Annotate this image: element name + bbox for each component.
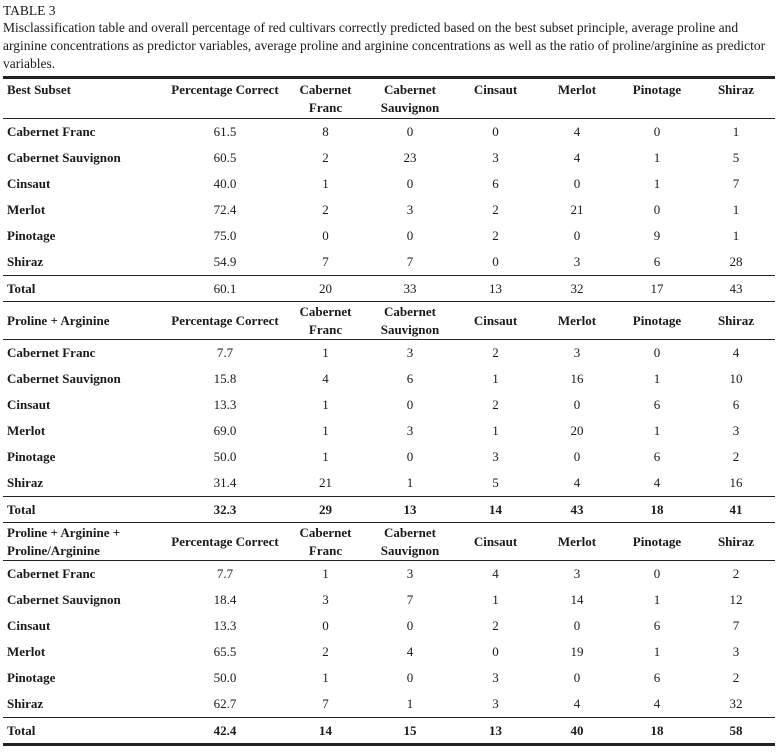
total-cell: 17 — [650, 280, 664, 296]
total-cell: 13 — [489, 722, 502, 738]
table-cell: 1 — [492, 371, 499, 386]
column-header: Percentage Correct — [171, 82, 279, 97]
table-cell: 3 — [406, 202, 414, 217]
table-row — [3, 145, 775, 171]
total-cell: 33 — [403, 280, 417, 296]
table-cell: 3 — [406, 566, 414, 581]
table-cell: 0 — [653, 202, 661, 217]
total-cell: 18 — [650, 722, 664, 738]
table-cell: 60.5 — [213, 150, 237, 165]
total-cell: 15 — [403, 722, 417, 738]
row-label: Cabernet Sauvignon — [7, 371, 121, 386]
total-row — [3, 276, 775, 302]
table-cell: 10 — [729, 371, 743, 386]
row-label: Pinotage — [7, 228, 56, 243]
row-label: Cabernet Franc — [7, 566, 96, 581]
table-cell: 0 — [573, 618, 581, 633]
row-label: Pinotage — [7, 670, 56, 685]
table-cell: 1 — [322, 176, 329, 191]
row-label: Merlot — [7, 202, 46, 217]
table-row — [3, 691, 775, 718]
table-cell: 3 — [492, 696, 499, 711]
table-cell: 13.3 — [213, 397, 237, 412]
table-cell: 28 — [729, 254, 743, 269]
table-cell: 8 — [322, 124, 329, 139]
table-cell: 6 — [653, 670, 661, 685]
table-cell: 21 — [319, 475, 332, 490]
table-cell: 0 — [322, 618, 329, 633]
total-cell: 42.4 — [213, 722, 237, 738]
table-cell: 69.0 — [213, 423, 237, 438]
total-label: Total — [7, 501, 36, 517]
table-cell: 4 — [573, 150, 581, 165]
row-label: Shiraz — [7, 696, 44, 711]
table-cell: 1 — [322, 423, 329, 438]
column-header: Cinsaut — [473, 312, 518, 328]
table-cell: 31.4 — [213, 475, 237, 490]
table-cell: 2 — [492, 202, 499, 217]
table-cell: 2 — [492, 397, 499, 412]
section-header-row — [3, 302, 775, 340]
table-cell: 0 — [322, 228, 329, 243]
table-cell: 16 — [729, 475, 743, 490]
total-cell: 43 — [729, 280, 743, 296]
table-cell: 1 — [322, 397, 329, 412]
table-cell: 19 — [570, 644, 584, 659]
section-label: Proline + Arginine + Proline/Arginine — [7, 524, 121, 558]
table-cell: 0 — [406, 176, 414, 191]
section-label: Proline + Arginine — [7, 312, 110, 328]
table-cell: 4 — [653, 475, 661, 490]
total-cell: 58 — [729, 722, 743, 738]
column-header: Merlot — [557, 82, 597, 97]
total-cell: 13 — [489, 280, 502, 296]
table-row — [3, 613, 775, 639]
table-cell: 0 — [492, 124, 499, 139]
row-label: Shiraz — [7, 254, 44, 269]
table-cell: 5 — [492, 475, 499, 490]
table-cell: 3 — [406, 345, 414, 360]
table-row — [3, 223, 775, 249]
table-cell: 61.5 — [213, 124, 237, 139]
table-cell: 13.3 — [213, 618, 237, 633]
row-label: Merlot — [7, 644, 46, 659]
table-cell: 6 — [653, 397, 661, 412]
column-header: Cinsaut — [473, 82, 518, 97]
total-cell: 14 — [319, 722, 332, 738]
table-cell: 1 — [322, 566, 329, 581]
table-cell: 1 — [406, 696, 414, 711]
table-cell: 0 — [492, 254, 499, 269]
table-row — [3, 561, 775, 588]
table-row — [3, 665, 775, 691]
table-cell: 2 — [492, 228, 499, 243]
table-cell: 1 — [492, 592, 499, 607]
section-label: Best Subset — [7, 82, 71, 97]
table-cell: 23 — [403, 150, 417, 165]
table-cell: 3 — [573, 345, 581, 360]
table-cell: 2 — [322, 150, 329, 165]
table-cell: 1 — [732, 202, 740, 217]
table-cell: 21 — [570, 202, 584, 217]
table-row — [3, 171, 775, 197]
row-label: Cinsaut — [7, 618, 51, 633]
table-row — [3, 392, 775, 418]
table-cell: 0 — [653, 566, 661, 581]
column-header: Cabernet Franc — [299, 524, 352, 558]
total-cell: 32 — [570, 280, 584, 296]
table-row — [3, 418, 775, 444]
table-cell: 18.4 — [213, 592, 237, 607]
table-cell: 65.5 — [213, 644, 237, 659]
table-cell: 75.0 — [213, 228, 237, 243]
table-cell: 4 — [492, 566, 499, 581]
table-cell: 4 — [732, 345, 740, 360]
table-cell: 7.7 — [216, 345, 234, 360]
table-cell: 7 — [732, 176, 740, 191]
table-cell: 4 — [573, 475, 581, 490]
total-cell: 32.3 — [213, 501, 237, 517]
table-cell: 6 — [732, 397, 740, 412]
table-cell: 20 — [570, 423, 584, 438]
row-label: Cabernet Sauvignon — [7, 592, 121, 607]
table-cell: 2 — [492, 618, 499, 633]
table-cell: 40.0 — [213, 176, 237, 191]
table-cell: 1 — [492, 423, 499, 438]
table-cell: 1 — [653, 176, 661, 191]
table-cell: 3 — [573, 566, 581, 581]
table-cell: 3 — [492, 670, 499, 685]
table-cell: 62.7 — [213, 696, 237, 711]
column-header: Cabernet Franc — [299, 82, 352, 115]
table-cell: 0 — [406, 618, 414, 633]
column-header: Cinsaut — [473, 533, 518, 549]
column-header: Cabernet Franc — [299, 303, 352, 337]
table-cell: 3 — [492, 449, 499, 464]
table-cell: 1 — [322, 345, 329, 360]
table-container — [3, 2, 775, 746]
table-cell: 2 — [322, 644, 329, 659]
table-cell: 3 — [573, 254, 581, 269]
table-cell: 2 — [732, 670, 740, 685]
table-row — [3, 444, 775, 470]
total-label: Total — [7, 722, 36, 738]
total-cell: 13 — [403, 501, 417, 517]
row-label: Cabernet Sauvignon — [7, 150, 121, 165]
table-cell: 1 — [732, 124, 740, 139]
column-header: Percentage Correct — [171, 533, 279, 549]
total-cell: 40 — [570, 722, 584, 738]
table-cell: 6 — [653, 618, 661, 633]
table-cell: 0 — [573, 228, 581, 243]
table-cell: 1 — [653, 371, 661, 386]
table-cell: 1 — [653, 150, 661, 165]
table-cell: 7 — [732, 618, 740, 633]
table-cell: 1 — [653, 592, 661, 607]
row-label: Merlot — [7, 423, 46, 438]
row-label: Cinsaut — [7, 176, 51, 191]
table-cell: 4 — [573, 696, 581, 711]
total-cell: 14 — [489, 501, 502, 517]
table-cell: 6 — [492, 176, 499, 191]
table-cell: 0 — [406, 397, 414, 412]
table-cell: 7.7 — [216, 566, 234, 581]
table-cell: 2 — [732, 566, 740, 581]
table-cell: 2 — [492, 345, 499, 360]
table-cell: 16 — [570, 371, 584, 386]
table-cell: 2 — [732, 449, 740, 464]
total-cell: 29 — [319, 501, 332, 517]
table-cell: 0 — [653, 124, 661, 139]
total-cell: 18 — [650, 501, 664, 517]
total-cell: 60.1 — [213, 280, 237, 296]
column-header: Percentage Correct — [171, 312, 279, 328]
table-cell: 0 — [573, 397, 581, 412]
table-cell: 4 — [573, 124, 581, 139]
table-title: TABLE 3 — [3, 3, 56, 18]
row-label: Cabernet Franc — [7, 345, 96, 360]
total-cell: 41 — [729, 501, 743, 517]
table-cell: 4 — [322, 371, 329, 386]
table-cell: 7 — [322, 696, 329, 711]
table-cell: 6 — [406, 371, 414, 386]
table-cell: 0 — [406, 228, 414, 243]
table-cell: 12 — [729, 592, 743, 607]
table-cell: 1 — [322, 670, 329, 685]
table-cell: 0 — [406, 449, 414, 464]
column-header: Merlot — [557, 533, 597, 549]
table-cell: 4 — [406, 644, 414, 659]
total-cell: 20 — [319, 280, 332, 296]
table-cell: 0 — [653, 345, 661, 360]
column-header: Cabernet Sauvignon — [380, 303, 440, 337]
column-header: Pinotage — [632, 82, 682, 97]
table-cell: 6 — [653, 254, 661, 269]
section-header-row — [3, 78, 775, 119]
table-cell: 5 — [732, 150, 740, 165]
table-cell: 7 — [406, 254, 414, 269]
table-cell: 0 — [406, 670, 414, 685]
column-header: Shiraz — [717, 82, 755, 97]
column-header: Merlot — [557, 312, 597, 328]
table-cell: 50.0 — [213, 449, 237, 464]
column-header: Pinotage — [632, 312, 682, 328]
table-cell: 54.9 — [213, 254, 237, 269]
column-header: Cabernet Sauvignon — [380, 524, 440, 558]
column-header: Cabernet Sauvignon — [380, 82, 440, 115]
table-row — [3, 470, 775, 497]
table-cell: 1 — [732, 228, 740, 243]
table-cell: 1 — [653, 644, 661, 659]
table-cell: 3 — [322, 592, 329, 607]
table-row — [3, 587, 775, 613]
column-header: Pinotage — [632, 533, 682, 549]
row-label: Cabernet Franc — [7, 124, 96, 139]
table-cell: 6 — [653, 449, 661, 464]
section-header-row — [3, 523, 775, 561]
table-row — [3, 340, 775, 367]
table-cell: 0 — [573, 176, 581, 191]
table-cell: 4 — [653, 696, 661, 711]
row-label: Pinotage — [7, 449, 56, 464]
row-label: Shiraz — [7, 475, 44, 490]
table-cell: 2 — [322, 202, 329, 217]
table-cell: 72.4 — [213, 202, 237, 217]
table-row — [3, 366, 775, 392]
table-row — [3, 119, 775, 146]
table-caption: Misclassification table and overall percentage of red cultivars correctly predicted based on the best subset principle, average proline and arginine concentrations as predictor variables, average proline and arginine concentrations as well as the ratio of proline/arginine as predictor variables. — [3, 20, 766, 71]
total-cell: 43 — [570, 501, 584, 517]
table-cell: 9 — [653, 228, 661, 243]
table-cell: 14 — [570, 592, 584, 607]
table-row — [3, 197, 775, 223]
table-cell: 1 — [653, 423, 661, 438]
table-cell: 0 — [406, 124, 414, 139]
table-cell: 1 — [406, 475, 414, 490]
table-cell: 32 — [729, 696, 743, 711]
row-label: Cinsaut — [7, 397, 51, 412]
table-cell: 0 — [492, 644, 499, 659]
table-cell: 15.8 — [213, 371, 237, 386]
table-cell: 1 — [322, 449, 329, 464]
table-cell: 7 — [406, 592, 414, 607]
table-row — [3, 639, 775, 665]
column-header: Shiraz — [717, 533, 755, 549]
total-row — [3, 497, 775, 523]
total-label: Total — [7, 280, 36, 296]
table-cell: 0 — [573, 449, 581, 464]
total-row — [3, 718, 775, 745]
table-cell: 7 — [322, 254, 329, 269]
table-cell: 3 — [406, 423, 414, 438]
table-cell: 3 — [492, 150, 499, 165]
table-cell: 50.0 — [213, 670, 237, 685]
table-cell: 0 — [573, 670, 581, 685]
table-row — [3, 249, 775, 276]
table-cell: 3 — [732, 644, 740, 659]
misclassification-table — [3, 76, 775, 746]
column-header: Shiraz — [717, 312, 755, 328]
table-cell: 3 — [732, 423, 740, 438]
